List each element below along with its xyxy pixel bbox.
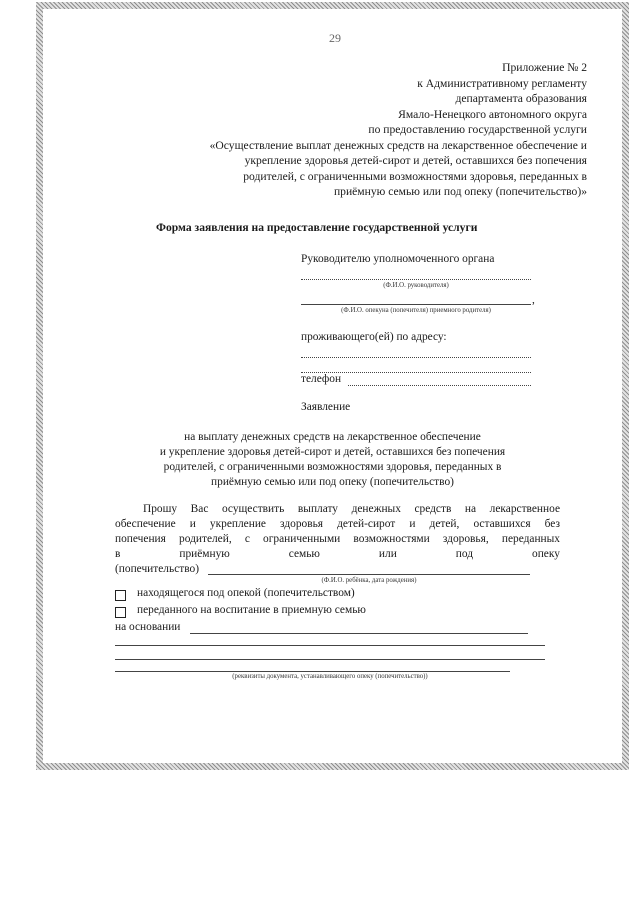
foster-family-checkbox[interactable] <box>115 607 126 618</box>
appendix-line: к Административному регламенту <box>417 76 587 90</box>
caption-doc: (реквизиты документа, устанавливающего опеку (попечительство)) <box>232 673 428 680</box>
child-name-line <box>208 574 530 575</box>
head-name-line <box>301 279 531 280</box>
word: или <box>378 548 397 560</box>
subject-line: приёмную семью или под опеку (попечительство) <box>211 476 454 488</box>
parent-name-line <box>301 304 531 305</box>
appendix-line: департамента образования <box>455 92 587 105</box>
guardianship-option-label: находящегося под опекой (попечительством) <box>137 587 355 599</box>
subject-line: и укрепление здоровья детей-сирот и детей, оставшихся без попечения <box>159 446 506 458</box>
appendix-line: по предоставлению государственной услуги <box>368 123 587 136</box>
body-line-3: попечения родителей, с ограниченными возможностями здоровья, переданных <box>115 533 560 545</box>
phone-label: телефон <box>301 373 342 385</box>
residing-label: проживающего(ей) по адресу: <box>301 331 447 343</box>
word: в <box>115 548 121 560</box>
appendix-header <box>210 60 587 200</box>
foster-family-option-label: переданного на воспитание в приемную семью <box>137 604 366 616</box>
appendix-line: Приложение № 2 <box>502 61 587 74</box>
subject-line: родителей, с ограниченными возможностями здоровья, переданных в <box>163 461 502 473</box>
appendix-line: Ямало-Ненецкого автономного округа <box>398 107 587 121</box>
basis-line-4 <box>115 671 510 672</box>
appendix-line: родителей, с ограниченными возможностями здоровья, переданных в <box>243 169 587 183</box>
caption-head: (Ф.И.О. руководителя) <box>383 282 449 289</box>
statement-subject <box>43 430 622 490</box>
form-title: Форма заявления на предоставление государственной услуги <box>156 221 478 234</box>
word: семью <box>288 548 320 560</box>
basis-line-3 <box>115 659 545 660</box>
appendix-line: приёмную семью или под опеку (попечительство)» <box>333 185 587 198</box>
body-line-1: Прошу Вас осуществить выплату денежных средств на лекарственное <box>143 503 560 515</box>
body-line-4 <box>115 547 560 562</box>
page-number: 29 <box>329 31 341 45</box>
word: приёмную <box>179 548 230 560</box>
word: под <box>455 548 474 560</box>
document-page: 29 Приложение № 2 к Административному регламенту департамента образования Ямало-Ненецкого автономного округа по предоставлению государственной услуги «Осуществление выплат денежных средств на лекарственное обеспечение и укрепление здоровья детей-сирот и детей, оставшихся без попечения родителей, с ограниченными возможностями здоровья, переданных в приёмную семью или под опеку (попечительство)» Форма заявления на предоставление государственной услуги Руководителю уполномоченного органа (Ф.И.О. руководителя) , (Ф.И.О. опекуна (попечителя) приемного родителя) проживающего(ей) по адресу: телефон Заявление на выплату денежных средств на лекарственное обеспечение и укрепление здоровья детей-сирот и детей, оставшихся без попечения родителей, с ограниченными возможностями здоровья, переданных в приёмную семью или под опеку (попечительство) Прошу Вас осуществить выплату денежных средств на лекарственное обеспечение и укрепление здоровья детей-сирот и детей, оставшихся без попечения родителей, с ограниченными возможностями здоровья, переданных в приёмную семью или под опеку (попечительство) (Ф.И.О. ребёнка, дата рождения) находящегося под опекой (попечительством) переданного на воспитание в приемную семью на основании (реквизиты документа, устанавливающего опеку (попечительство)) <box>43 9 622 763</box>
guardianship-checkbox[interactable] <box>115 590 126 601</box>
phone-line <box>348 385 531 386</box>
caption-child: (Ф.И.О. ребёнка, дата рождения) <box>321 577 417 584</box>
basis-label: на основании <box>115 621 181 633</box>
word: опеку <box>532 548 560 560</box>
appendix-line: укрепление здоровья детей-сирот и детей, оставшихся без попечения <box>244 154 587 167</box>
basis-line-2 <box>115 645 545 646</box>
body-line-2: обеспечение и укрепление здоровья детей-сирот и детей, оставшихся без <box>115 518 560 530</box>
subject-line: на выплату денежных средств на лекарственное обеспечение <box>184 431 481 443</box>
basis-line <box>190 633 528 634</box>
caption-parent: (Ф.И.О. опекуна (попечителя) приемного родителя) <box>341 307 491 314</box>
address-line-1 <box>301 357 531 358</box>
appendix-line: «Осуществление выплат денежных средств на лекарственное обеспечение и <box>209 138 587 152</box>
body-line-5: (попечительство) <box>115 563 200 575</box>
addressee-label: Руководителю уполномоченного органа <box>301 253 495 265</box>
statement-heading: Заявление <box>301 401 351 413</box>
